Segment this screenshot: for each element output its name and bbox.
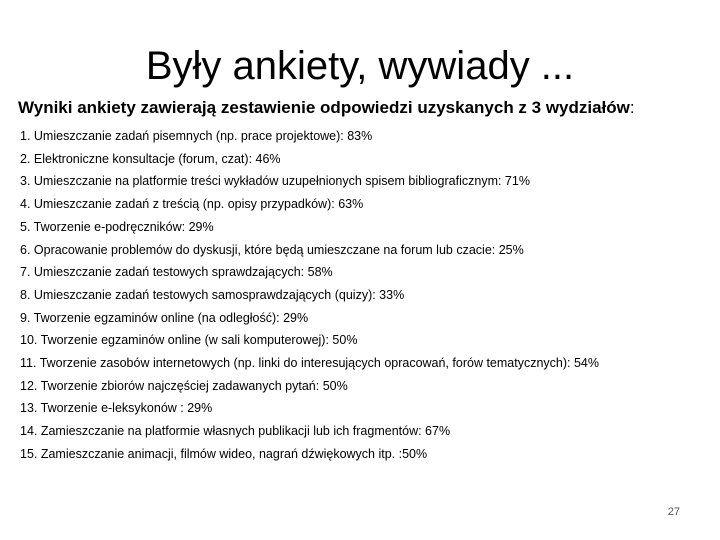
list-item: 6. Opracowanie problemów do dyskusji, które będą umieszczane na forum lub czacie: 25%: [20, 242, 524, 257]
list-item: 2. Elektroniczne konsultacje (forum, czat): 46%: [20, 151, 281, 166]
list-item: 5. Tworzenie e-podręczników: 29%: [20, 219, 214, 234]
intro-text: [18, 97, 708, 119]
list-item: 13. Tworzenie e-leksykonów : 29%: [20, 401, 213, 416]
list-item: 12. Tworzenie zbiorów najczęściej zadawanych pytań: 50%: [20, 378, 348, 393]
list-item: 14. Zamieszczanie na platformie własnych publikacji lub ich fragmentów: 67%: [20, 423, 451, 438]
survey-results-list: [20, 125, 700, 465]
list-item: 1. Umieszczanie zadań pisemnych (np. prace projektowe): 83%: [20, 129, 373, 143]
list-item: 4. Umieszczanie zadań z treścią (np. opisy przypadków): 63%: [20, 197, 364, 212]
list-item: 10. Tworzenie egzaminów online (w sali komputerowej): 50%: [20, 333, 358, 348]
list-item: 3. Umieszczanie na platformie treści wykładów uzupełnionych spisem bibliograficznym: 71%: [20, 174, 530, 189]
list-item: 15. Zamieszczanie animacji, filmów wideo, nagrań dźwiękowych itp. :50%: [20, 446, 428, 461]
list-item: 9. Tworzenie egzaminów online (na odległość): 29%: [20, 310, 309, 325]
list-item: 8. Umieszczanie zadań testowych samosprawdzających (quizy): 33%: [20, 287, 405, 302]
intro-colon: :: [629, 98, 635, 117]
page-number: 27: [667, 506, 680, 518]
intro-bold-text: Wyniki ankiety zawierają zestawienie odpowiedzi uzyskanych z 3 wydziałów: [18, 98, 630, 117]
slide-title: Były ankiety, wywiady ...: [145, 44, 575, 88]
list-item: 7. Umieszczanie zadań testowych sprawdzających: 58%: [20, 265, 333, 280]
list-item: 11. Tworzenie zasobów internetowych (np. linki do interesujących opracowań, forów tematycznych): 54%: [20, 356, 599, 371]
